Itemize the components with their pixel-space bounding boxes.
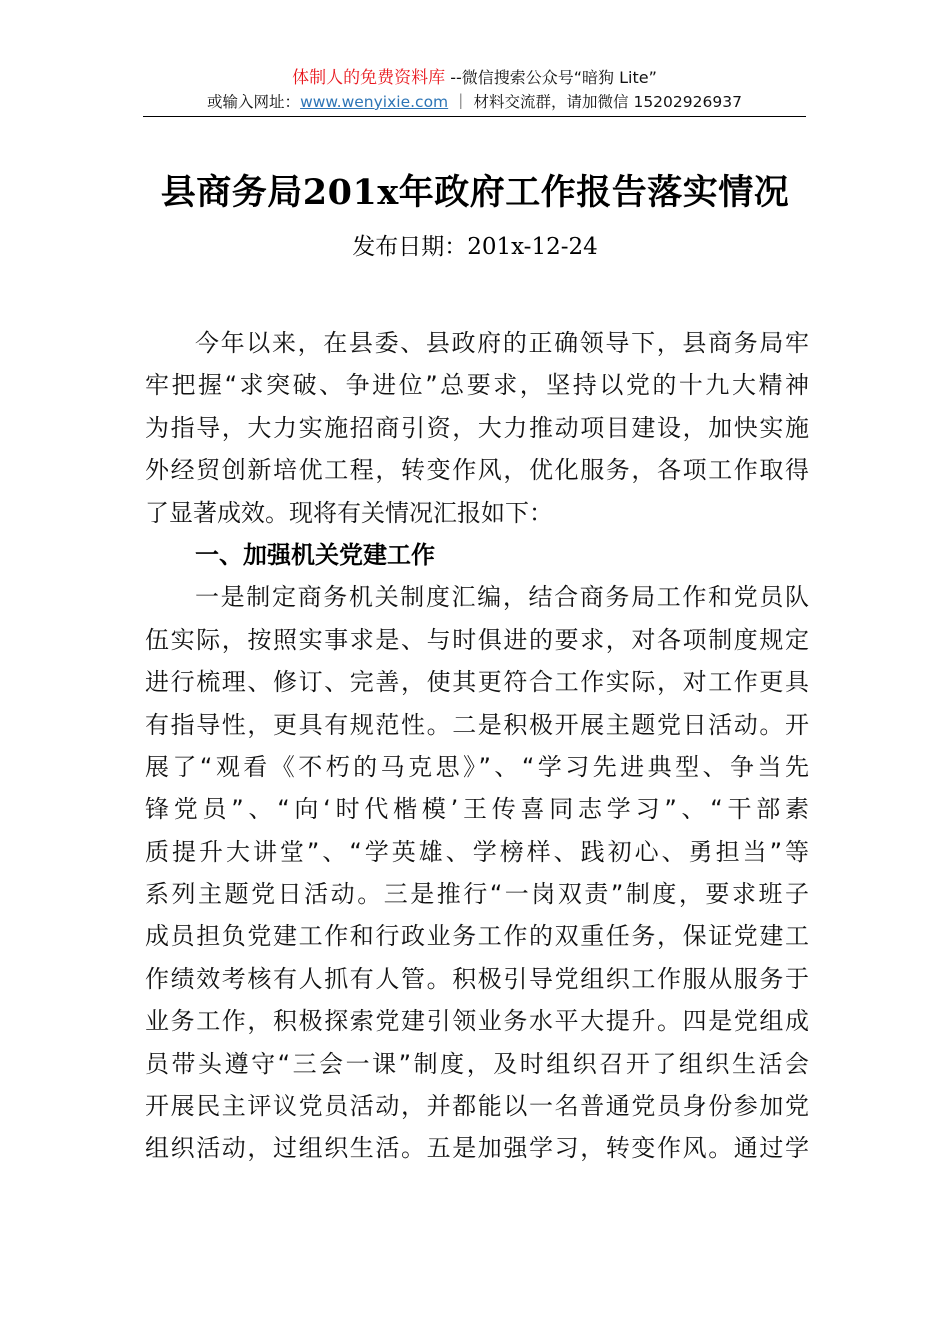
banner-contact: 材料交流群，请加微信 15202926937 — [473, 93, 742, 111]
paragraph-line: 牢把握“求突破、争进位”总要求，坚持以党的十九大精神 — [145, 371, 809, 400]
paragraph-line: 组织活动，过组织生活。五是加强学习，转变作风。通过学 — [145, 1134, 809, 1163]
paragraph-line: 为指导，大力实施招商引资，大力推动项目建设，加快实施 — [145, 413, 809, 442]
paragraph-line: 展了“观看《不朽的马克思》”、“学习先进典型、争当先 — [145, 752, 809, 781]
paragraph-line: 业务工作，积极探索党建引领业务水平大提升。四是党组成 — [145, 1007, 809, 1036]
paragraph-line: 伍实际，按照实事求是、与时俱进的要求，对各项制度规定 — [145, 625, 809, 654]
paragraph-line: 有指导性，更具有规范性。二是积极开展主题党日活动。开 — [145, 710, 809, 739]
paragraph-line: 系列主题党日活动。三是推行“一岗双责”制度，要求班子 — [145, 880, 809, 909]
header-banner — [143, 66, 806, 114]
paragraph-line: 进行梳理、修订、完善，使其更符合工作实际，对工作更具 — [145, 668, 809, 697]
paragraph-line: 今年以来，在县委、县政府的正确领导下，县商务局牢 — [195, 329, 809, 357]
paragraph-line: 外经贸创新培优工程，转变作风，优化服务，各项工作取得 — [145, 456, 809, 485]
paragraph-line: 成员担负党建工作和行政业务工作的双重任务，保证党建工 — [145, 922, 809, 951]
banner-tagline: --微信搜索公众号“暗狗 Lite” — [445, 68, 657, 87]
paragraph-line: 了显著成效。现将有关情况汇报如下： — [145, 498, 553, 527]
paragraph-line: 质提升大讲堂”、“学英雄、学榜样、践初心、勇担当”等 — [145, 837, 809, 866]
paragraph-line: 员带头遵守“三会一课”制度，及时组织召开了组织生活会 — [145, 1049, 809, 1078]
banner-line-2 — [143, 90, 806, 114]
banner-separator: ｜ — [448, 93, 474, 111]
paragraph-line: 一是制定商务机关制度汇编，结合商务局工作和党员队 — [195, 583, 809, 612]
paragraph-line: 作绩效考核有人抓有人管。积极引导党组织工作服从服务于 — [145, 964, 809, 993]
paragraph-line: 锋党员”、“向‘时代楷模’王传喜同志学习”、“干部素 — [145, 795, 809, 824]
paragraph-line: 开展民主评议党员活动，并都能以一名普通党员身份参加党 — [145, 1092, 809, 1121]
banner-brand: 体制人的免费资料库 — [292, 68, 446, 88]
banner-line-1 — [143, 66, 806, 90]
banner-url-prefix: 或输入网址： — [207, 93, 301, 111]
document-body — [145, 322, 809, 1170]
section-heading: 一、加强机关党建工作 — [195, 540, 435, 569]
banner-url-link[interactable]: www.wenyixie.com — [300, 93, 449, 111]
document-title: 县商务局201x年政府工作报告落实情况 — [160, 172, 790, 213]
publish-date: 发布日期：201x-12-24 — [352, 234, 598, 260]
header-divider — [143, 116, 806, 117]
